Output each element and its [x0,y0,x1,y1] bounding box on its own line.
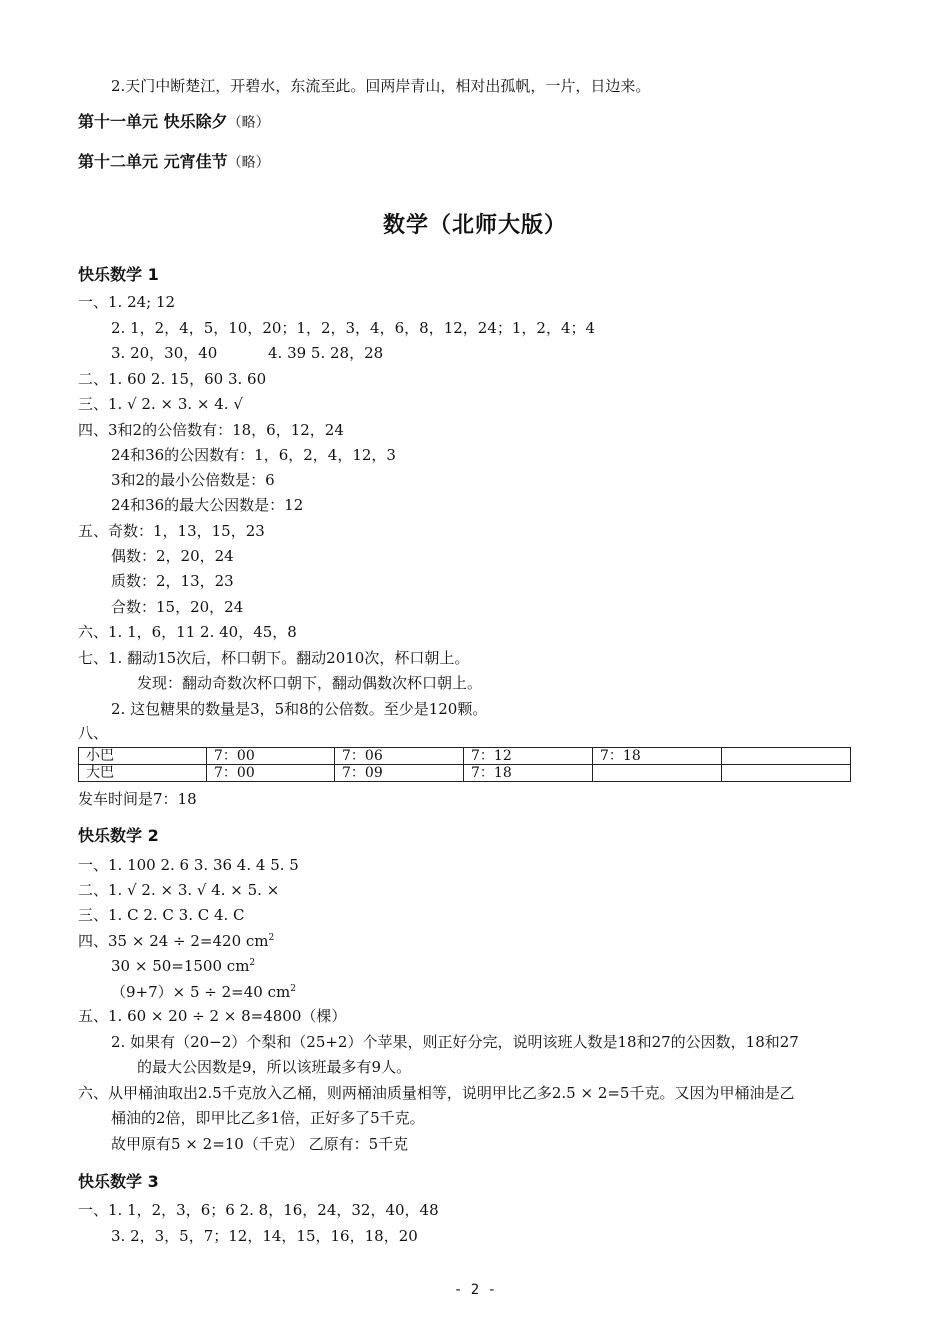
s2-line-5: 30 × 50=1500 cm [111,957,250,975]
s1-line-3b: 4. 39 5. 28，28 [268,344,384,362]
table-cell [722,748,851,765]
s2-line-6: （9+7）× 5 ÷ 2=40 cm [111,983,291,1001]
s2-line-6-wrap [111,982,296,1002]
s2-line-8: 2. 如果有（20−2）个梨和（25+2）个苹果，则正好分完，说明该班人数是18和27的公因数，18和27 [111,1033,799,1051]
table-cell [593,765,722,782]
table-cell [722,765,851,782]
table-cell: 7：00 [207,748,335,765]
s1-line-8: 3和2的最小公倍数是：6 [111,471,275,489]
s1-line-7: 24和36的公因数有：1，6，2，4，12，3 [111,446,396,464]
s1-line-17: 2. 这包糖果的数量是3，5和8的公倍数。至少是120颗。 [111,700,488,718]
s1-line-3a: 3. 20，30，40 [111,344,218,362]
table-cell: 7：09 [335,765,464,782]
page-number: - 2 - [453,1282,497,1298]
section-2-title: 快乐数学 2 [78,826,159,845]
s1-line-6: 四、3和2的公倍数有：18，6，12，24 [78,421,344,439]
table-row [79,748,851,765]
table-cell: 7：18 [593,748,722,765]
s2-line-7: 五、1. 60 × 20 ÷ 2 × 8=4800（棵） [78,1007,347,1025]
s3-line-1: 一、1. 1，2，3，6；6 2. 8，16，24，32，40，48 [78,1201,439,1219]
unit-12-heading [78,151,270,174]
s3-line-2: 3. 2，3，5，7；12，14，15，16，18，20 [111,1227,418,1245]
unit-11-title: 第十一单元 快乐除夕 [78,112,228,131]
s2-line-4-wrap [78,931,274,951]
s1-line-10: 五、奇数：1，13，15，23 [78,522,265,540]
s1-line-15: 七、1. 翻动15次后，杯口朝下。翻动2010次，杯口朝上。 [78,649,470,667]
table-cell: 7：12 [464,748,593,765]
s1-line-11: 偶数：2，20，24 [111,547,234,565]
s2-line-1: 一、1. 100 2. 6 3. 36 4. 4 5. 5 [78,856,299,874]
s2-line-3: 三、1. C 2. C 3. C 4. C [78,906,245,924]
s1-line-1: 一、1. 24; 12 [78,293,176,311]
section-3-title: 快乐数学 3 [78,1172,159,1191]
table-row [79,765,851,782]
s1-line-19: 发车时间是7：18 [78,790,197,808]
superscript-2: 2 [290,984,296,994]
s2-line-2: 二、1. √ 2. × 3. √ 4. × 5. × [78,881,280,899]
unit-11-note: （略） [227,115,270,131]
s2-line-5-wrap [111,956,255,976]
table-cell: 7：18 [464,765,593,782]
unit-11-heading [78,111,270,134]
s1-line-9: 24和36的最大公因数是：12 [111,496,304,514]
superscript-2: 2 [249,958,256,968]
table-cell: 小巴 [79,748,207,765]
s1-line-13: 合数：15，20，24 [111,598,244,616]
table-cell: 7：00 [207,765,335,782]
page-title: 数学（北师大版） [382,213,567,238]
s1-line-16: 发现：翻动奇数次杯口朝下，翻动偶数次杯口朝上。 [137,674,483,692]
bus-schedule-table [78,747,851,782]
table-cell: 7：06 [335,748,464,765]
s1-line-14: 六、1. 1，6，11 2. 40，45，8 [78,623,297,641]
s2-line-10: 六、从甲桶油取出2.5千克放入乙桶，则两桶油质量相等，说明甲比乙多2.5 × 2=5千克。又因为甲桶油是乙 [78,1084,795,1102]
s2-line-11: 桶油的2倍，即甲比乙多1倍，正好多了5千克。 [111,1109,425,1127]
superscript-2: 2 [268,933,275,943]
s2-line-12: 故甲原有5 × 2=10（千克） 乙原有：5千克 [111,1135,409,1153]
unit-12-title: 第十二单元 元宵佳节 [78,152,228,171]
poem-line: 2.天门中断楚江，开碧水，东流至此。回两岸青山，相对出孤帆，一片，日边来。 [111,77,651,95]
section-1-title: 快乐数学 1 [78,265,159,284]
s2-line-4: 四、35 × 24 ÷ 2=420 cm [78,932,269,950]
s1-line-12: 质数：2，13，23 [111,572,234,590]
table-cell: 大巴 [79,765,207,782]
s1-line-5: 三、1. √ 2. × 3. × 4. √ [78,395,243,413]
s1-line-4: 二、1. 60 2. 15，60 3. 60 [78,370,267,388]
unit-12-note: （略） [227,155,270,171]
s1-line-2: 2. 1，2，4，5，10，20；1，2，3，4，6，8，12，24；1，2，4；4 [111,319,596,337]
s1-line-18: 八、 [78,724,109,742]
s2-line-9: 的最大公因数是9，所以该班最多有9人。 [137,1058,412,1076]
